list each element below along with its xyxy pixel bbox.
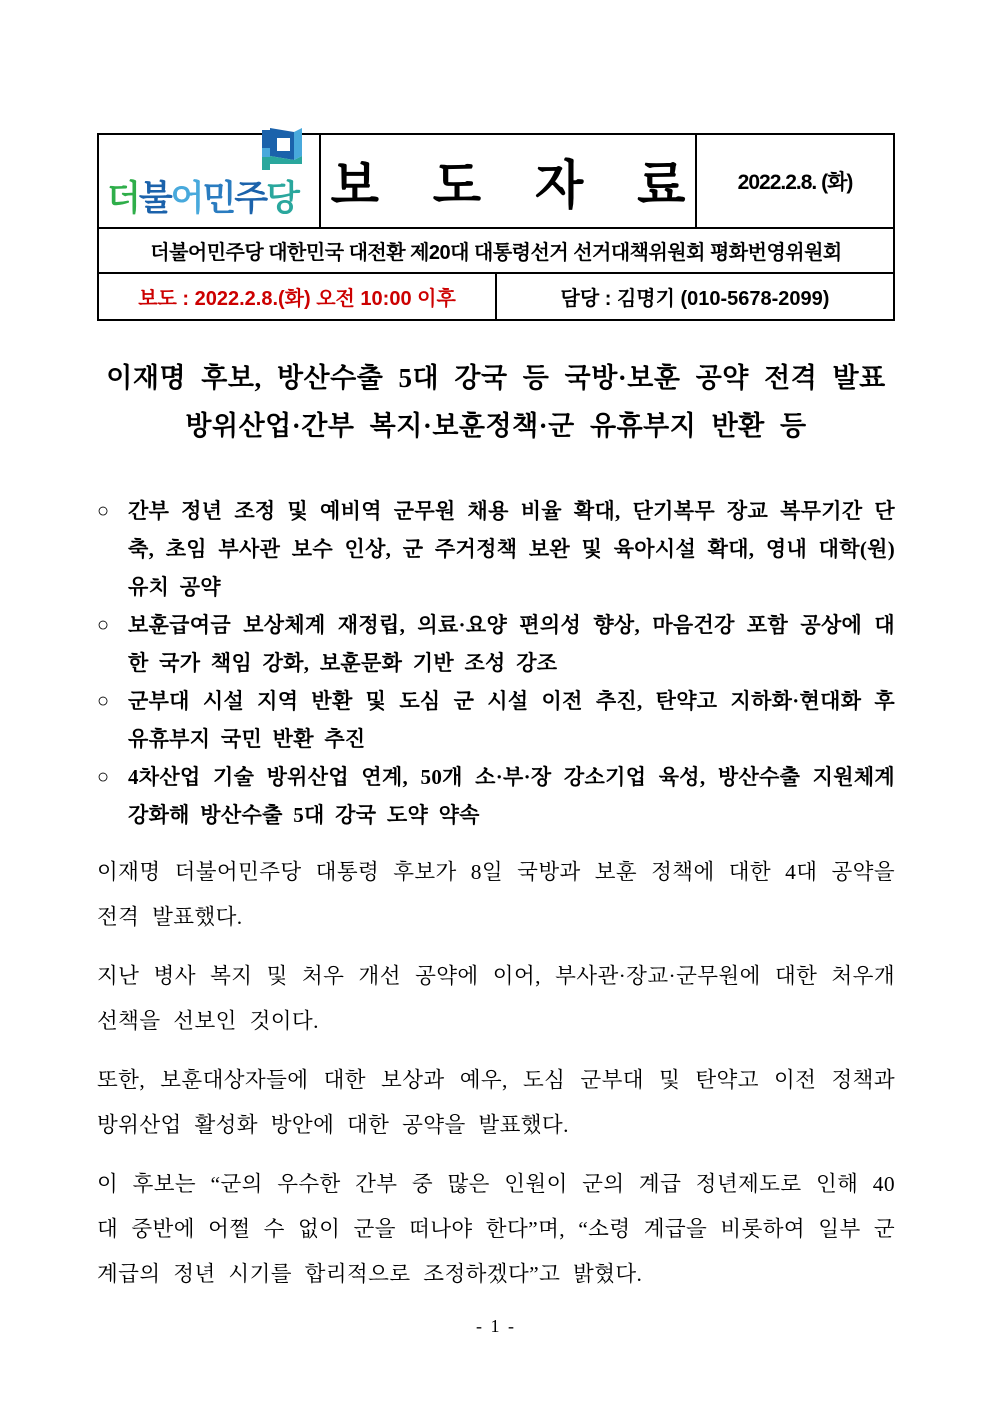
committee-name: 더불어민주당 대한민국 대전환 제20대 대통령선거 선거대책위원회 평화번영위원회 xyxy=(150,242,842,264)
press-release-page xyxy=(97,0,895,1311)
party-logo xyxy=(107,171,298,221)
party-logo-cell xyxy=(99,135,319,227)
bullet-circle-icon: ○ xyxy=(97,766,110,788)
body-paragraph: 이재명 더불어민주당 대통령 후보가 8일 국방과 보훈 정책에 대한 4대 공약을 전격 발표했다. xyxy=(97,860,895,929)
document-type-cell xyxy=(319,135,706,227)
logo-char: 불 xyxy=(138,179,171,218)
document-date-cell xyxy=(695,135,893,227)
party-flag-icon xyxy=(260,126,304,176)
bullet-text: 4차산업 기술 방위산업 연계, 50개 소·부·장 강소기업 육성, 방산수출 지원체계 강화해 방산수출 5대 강국 도약 약속 xyxy=(128,765,895,827)
body-paragraph: 이 후보는 “군의 우수한 간부 중 많은 인원이 군의 계급 정년제도로 인해 40대 중반에 어쩔 수 없이 군을 떠나야 한다”며, “소령 계급을 비롯하여 일부 군 계급의 정년 시기를 합리적으로 조정하겠다”고 밝혔다. xyxy=(97,1172,895,1286)
contact-info: 담당 : 김명기 (010-5678-2099) xyxy=(495,274,893,319)
headline-line-2: 방위산업·간부 복지·보훈정책·군 유휴부지 반환 등 xyxy=(185,411,807,441)
bullet-text: 보훈급여금 보상체계 재정립, 의료·요양 편의성 향상, 마음건강 포함 공상에 대한 국가 책임 강화, 보훈문화 기반 조성 강조 xyxy=(128,613,895,675)
article-body xyxy=(97,850,895,1297)
logo-char: 주 xyxy=(234,179,267,218)
release-time: 보도 : 2022.2.8.(화) 오전 10:00 이후 xyxy=(138,288,456,310)
bullet-circle-icon: ○ xyxy=(97,614,110,636)
logo-char: 어 xyxy=(170,179,203,218)
bullet-circle-icon: ○ xyxy=(97,500,110,522)
bullet-item xyxy=(97,606,895,682)
bullet-item xyxy=(97,492,895,606)
body-paragraph: 또한, 보훈대상자들에 대한 보상과 예우, 도심 군부대 및 탄약고 이전 정책과 방위산업 활성화 방안에 대한 공약을 발표했다. xyxy=(97,1068,895,1137)
header-row-release-info xyxy=(99,272,893,319)
headline xyxy=(97,354,895,450)
party-logo-text xyxy=(107,171,298,221)
headline-line-1: 이재명 후보, 방산수출 5대 강국 등 국방·보훈 공약 전격 발표 xyxy=(106,363,886,393)
bullet-text: 간부 정년 조정 및 예비역 군무원 채용 비율 확대, 단기복무 장교 복무기간 단축, 초임 부사관 보수 인상, 군 주거정책 보완 및 육아시설 확대, 영내 대학(원) 유치 공약 xyxy=(128,499,895,599)
logo-char: 당 xyxy=(266,179,298,218)
document-date: 2022.2.8. (화) xyxy=(737,171,853,194)
bullet-text: 군부대 시설 지역 반환 및 도심 군 시설 이전 추진, 탄약고 지하화·현대화 후 유휴부지 국민 반환 추진 xyxy=(128,689,895,751)
bullet-item xyxy=(97,682,895,758)
document-type-title: 보 도 자 료 xyxy=(330,155,706,215)
header-row-committee xyxy=(99,227,893,272)
logo-char: 더 xyxy=(107,179,139,218)
logo-char: 민 xyxy=(202,179,235,218)
bullet-circle-icon: ○ xyxy=(97,690,110,712)
body-paragraph: 지난 병사 복지 및 처우 개선 공약에 이어, 부사관·장교·군무원에 대한 처우개선책을 선보인 것이다. xyxy=(97,964,895,1033)
press-header-table xyxy=(97,133,895,321)
page-number: - 1 - xyxy=(476,1316,516,1336)
summary-bullet-list xyxy=(97,492,895,834)
header-row-main xyxy=(99,135,893,227)
bullet-item xyxy=(97,758,895,834)
